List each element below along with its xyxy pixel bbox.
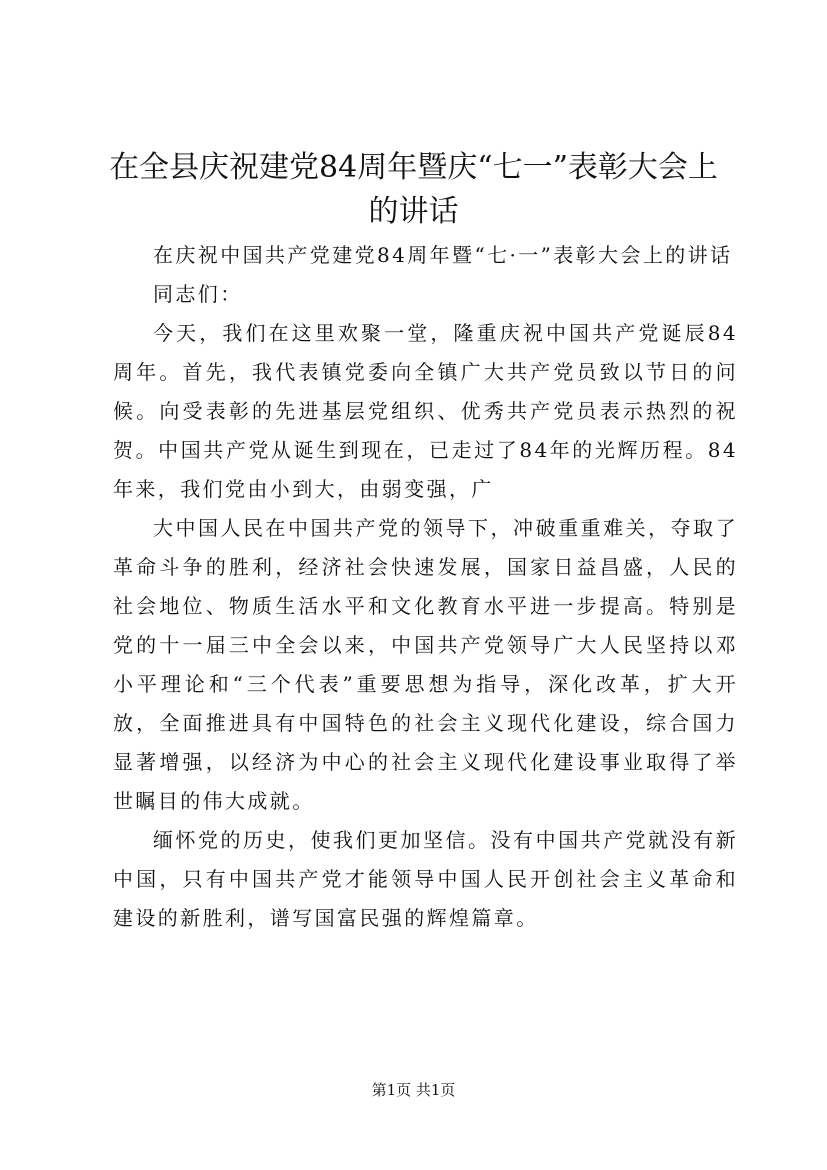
salutation-paragraph: 同志们：	[153, 282, 243, 306]
page-footer: 第1页 共1页	[371, 1081, 456, 1099]
document-body	[113, 236, 738, 938]
body-paragraph: 今天，我们在这里欢聚一堂，隆重庆祝中国共产党诞辰84周年。首先，我代表镇党委向全镇广大共产党员致以节日的问候。向受表彰的先进基层党组织、优秀共产党员表示热烈的祝贺。中国共产党从诞生到现在，已走过了84年的光辉历程。84年来，我们党由小到大，由弱变强，广	[113, 321, 738, 501]
document-title: 在全县庆祝建党84周年暨庆“七一”表彰大会上的讲话	[109, 150, 718, 229]
body-paragraph: 大中国人民在中国共产党的领导下，冲破重重难关，夺取了革命斗争的胜利，经济社会快速发展，国家日益昌盛，人民的社会地位、物质生活水平和文化教育水平进一步提高。特别是党的十一届三中全会以来，中国共产党领导广大人民坚持以邓小平理论和“三个代表”重要思想为指导，深化改革，扩大开放，全面推进具有中国特色的社会主义现代化建设，综合国力显著增强，以经济为中心的社会主义现代化建设事业取得了举世瞩目的伟大成就。	[113, 516, 738, 813]
subtitle-paragraph: 在庆祝中国共产党建党84周年暨“七·一”表彰大会上的讲话	[153, 243, 733, 267]
body-paragraph: 缅怀党的历史，使我们更加坚信。没有中国共产党就没有新中国，只有中国共产党才能领导中国人民开创社会主义革命和建设的新胜利，谱写国富民强的辉煌篇章。	[113, 828, 738, 930]
